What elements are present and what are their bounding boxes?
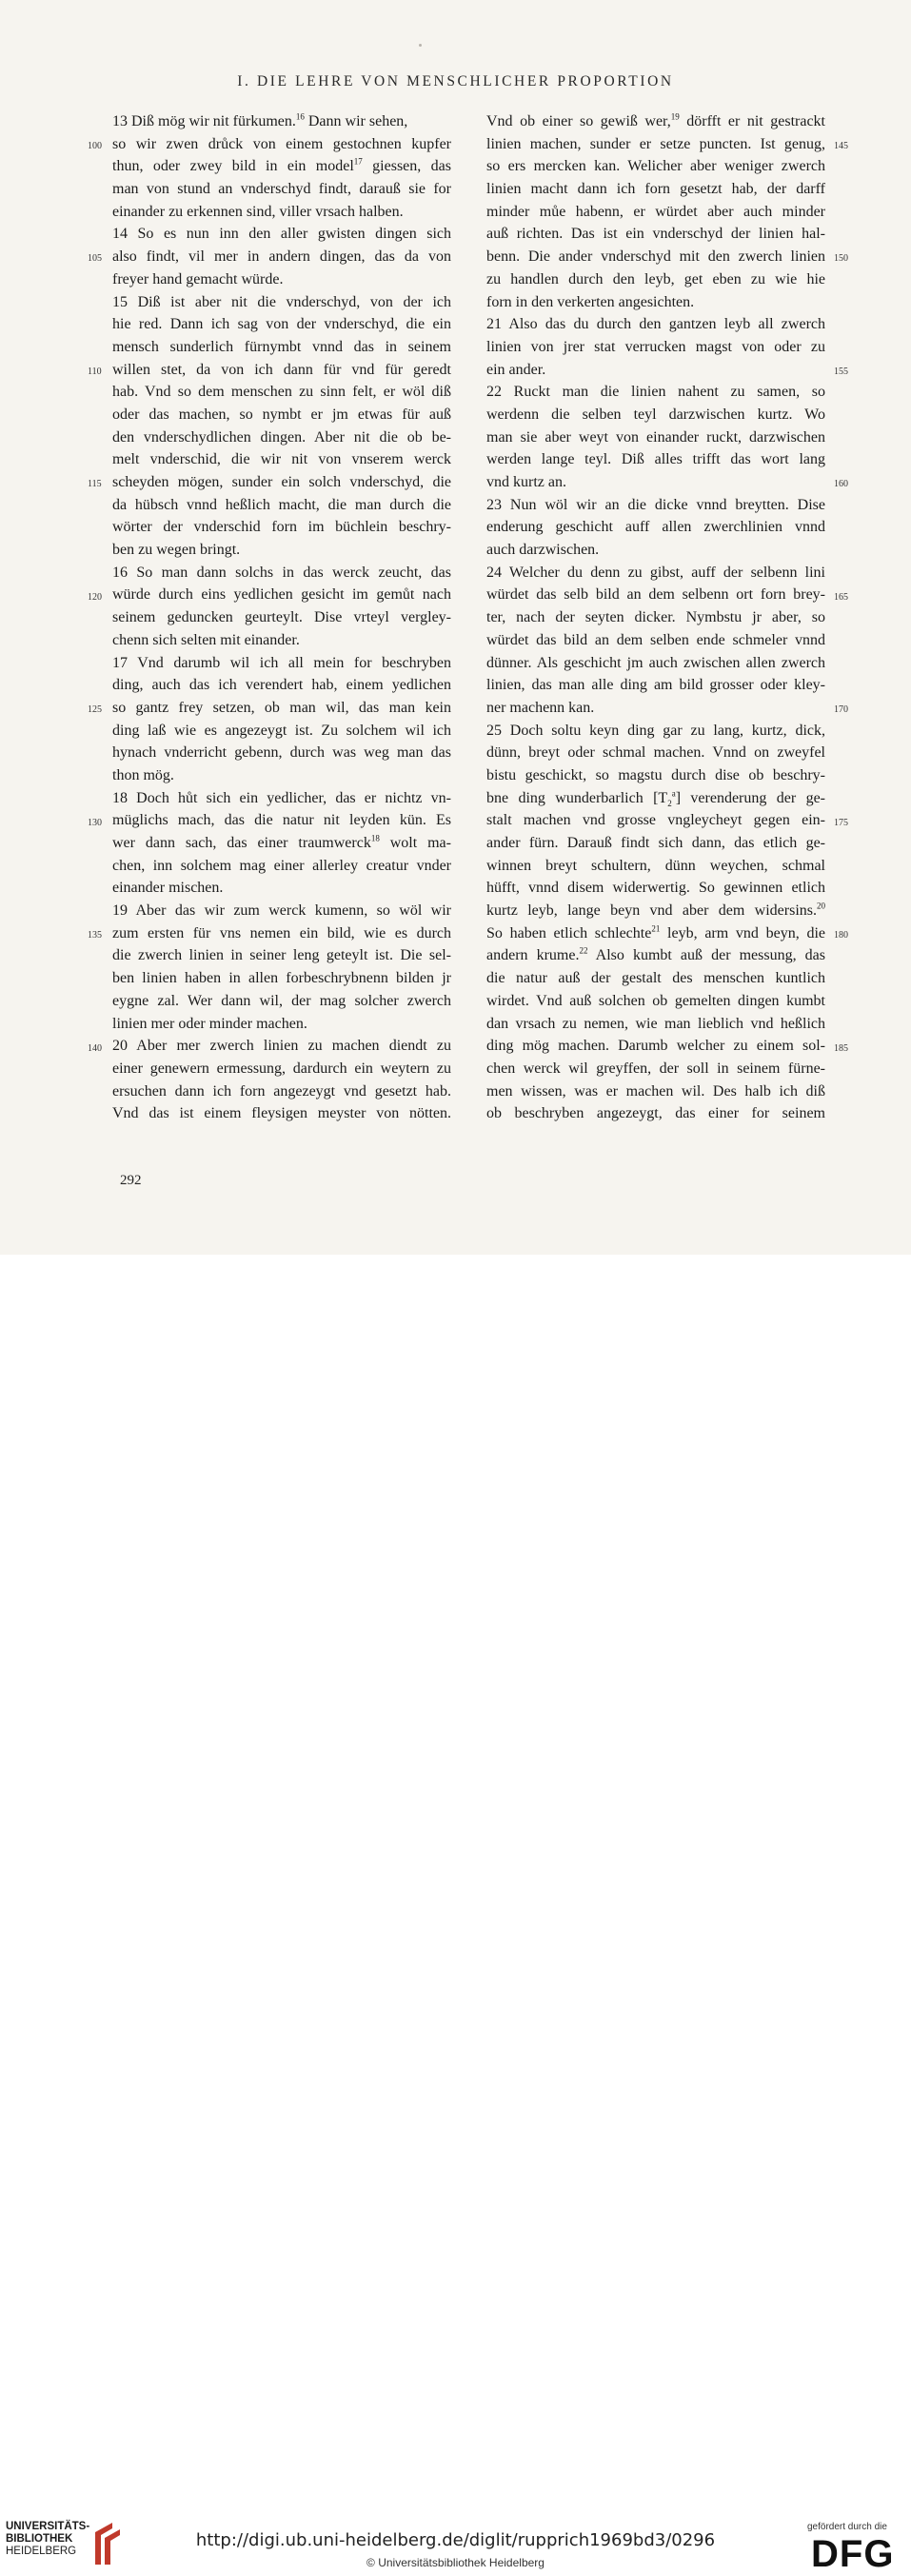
text-line: 25 Doch soltu keyn ding gar zu lang, kurtz, dick,: [486, 722, 825, 739]
line-number: 170: [834, 704, 848, 716]
text-line: thon mög.: [112, 766, 174, 783]
text-line: ner machenn kan.: [486, 699, 595, 716]
text-line: Vnd ob einer so gewiß wer,$^{19}$ dörfft er nit gestrackt: [486, 111, 825, 129]
text-line: müglichs mach, das die natur nit leyden kün. Es: [112, 812, 451, 829]
text-line: zu handlen durch den leyb, get eben zu wie hie: [486, 270, 825, 287]
text-line: 13 Diß mög wir nit fürkumen.$^{16}$ Dann wir sehen,: [112, 111, 408, 129]
text-line: forn in den verkerten angesichten.: [486, 293, 695, 310]
line-number: 120: [88, 591, 102, 603]
text-line: würde durch eins yedlichen gesicht im gemůt nach: [112, 586, 451, 604]
text-line: so gantz frey setzen, ob man wil, das man kein: [112, 699, 451, 716]
text-line: chen, inn solchem mag einer allerley creatur vnder: [112, 857, 451, 874]
text-line: wirdet. Vnd auß solchen ob gemelten dingen kumbt: [486, 992, 825, 1009]
line-number: 100: [88, 140, 102, 151]
text-line: freyer hand gemacht würde.: [112, 270, 284, 287]
text-line: da hübsch vnnd heßlich macht, die man durch die: [112, 496, 451, 513]
text-line: hynach vnderricht gebenn, durch was weg man das: [112, 744, 451, 762]
text-line: dan vrsach zu nemen, wie man lieblich vnd heßlich: [486, 1015, 825, 1032]
text-line: eygne zal. Wer dann wil, der mag solcher zwerch: [112, 992, 451, 1009]
text-line: dünner. Als geschicht jm auch zwischen allen zwerch: [486, 654, 825, 671]
line-number: 165: [834, 591, 848, 603]
text-line: hie red. Dann ich sag von der vnderschyd, die ein: [112, 316, 451, 333]
text-line: einander zu erkennen sind, viller vrsach halben.: [112, 203, 404, 220]
text-line: 17 Vnd darumb wil ich all mein for beschryben: [112, 654, 451, 671]
text-line: thun, oder zwey bild in ein model$^{17}$ giessen, das: [112, 157, 451, 175]
text-line: 21 Also das du durch den gantzen leyb all zwerch: [486, 316, 825, 333]
text-line: so ers mercken kan. Welicher aber weniger zwerch: [486, 158, 825, 175]
text-line: stalt machen vnd grosse vngleycheyt gegen ein-: [486, 812, 825, 829]
text-line: andern krume.$^{22}$ Also kumbt auß der messung, das: [486, 946, 826, 964]
permalink-url[interactable]: http://digi.ub.uni-heidelberg.de/diglit/rupprich1969bd3/0296: [195, 2530, 716, 2550]
text-line: ding mög machen. Darumb welcher zu einem sol-: [486, 1038, 825, 1055]
text-line: 18 Doch hůt sich ein yedlicher, das er nichtz vn-: [112, 789, 451, 806]
text-line: auch darzwischen.: [486, 542, 600, 559]
text-line: auß richten. Das ist ein vnderschyd der linien hal-: [486, 226, 825, 243]
text-line: ding, auch das ich verendert hab, einem yedlichen: [112, 677, 451, 694]
text-line: die natur auß der gestalt des menschen kuntlich: [486, 970, 825, 987]
text-line: ding laß wie es angezeygt ist. Zu solchem wil ich: [112, 722, 451, 739]
line-number: 175: [834, 817, 848, 828]
text-line: kurtz leyb, lange beyn vnd aber dem widersins.$^{20}$: [486, 901, 825, 920]
text-line: vnd kurtz an.: [486, 474, 566, 490]
text-line: man sie aber weyt von einander ruckt, darzwischen: [486, 428, 825, 446]
book-page: [0, 0, 911, 1255]
text-line: ter, nach der seyten dicker. Nymbstu jr aber, so: [486, 609, 825, 626]
text-line: 19 Aber das wir zum werck kumenn, so wöl wir: [112, 902, 451, 920]
page-number: 292: [120, 1173, 142, 1188]
text-line: würdet das bild an dem selben ende schmeler vnnd: [486, 631, 825, 648]
page-speck: [419, 44, 422, 47]
text-line: Vnd das ist einem fleysigen meyster von nötten.: [112, 1105, 451, 1122]
text-line: oder das machen, so nymbt er jm etwas für auß: [112, 406, 451, 423]
text-line: ersuchen dann ich forn angezeygt vnd gesetzt hab.: [112, 1082, 451, 1100]
text-line: 24 Welcher du denn zu gibst, auff der selbenn lini: [486, 564, 825, 581]
text-line: scheyden mögen, sunder ein solch vnderschyd, die: [112, 474, 451, 490]
text-line: 14 So es nun inn den aller gwisten dingen sich: [112, 226, 451, 243]
line-number: 105: [88, 253, 102, 265]
text-line: also findt, vil mer in andern dingen, das da von: [112, 248, 451, 266]
text-line: so wir zwen drůck von einem gestochnen kupfer: [112, 135, 451, 152]
text-line: 22 Ruckt man die linien nahent zu samen, so: [486, 384, 825, 401]
text-line: seinem geduncken geurteylt. Dise vrteyl vergley-: [112, 609, 451, 626]
text-line: den vnderschydlichen dingen. Aber nit die ob be-: [112, 428, 451, 446]
text-line: chenn sich selten mit einander.: [112, 631, 300, 648]
text-line: zum ersten für vns nemen ein bild, wie es durch: [112, 924, 451, 941]
text-line: ander fürn. Darauß findt sich dann, das etlich ge-: [486, 835, 825, 851]
text-line: hüfft, vnnd disem widerwertig. So gewinnen etlich: [486, 880, 825, 897]
text-line: werdenn die selben teyl darzwischen kurtz. Wo: [486, 406, 825, 423]
line-number: 180: [834, 930, 848, 941]
text-line: benn. Die ander vnderschyd mit den zwerch linien: [486, 248, 825, 266]
text-line: ben zu wegen bringt.: [112, 542, 241, 559]
text-line: linien machen, sunder er setze puncten. Ist genug,: [486, 135, 825, 152]
text-line: man von stund an vnderschyd findt, darauß sie for: [112, 181, 451, 198]
text-line: winnen breyt schultern, dünn weychen, schmal: [486, 857, 825, 874]
library-name-line-2: BIBLIOTHEK: [6, 2533, 73, 2545]
line-number: 140: [88, 1042, 102, 1054]
text-line: mensch sunderlich fürnymbt vnnd das in seinem: [112, 338, 451, 355]
line-number: 115: [88, 479, 102, 490]
right-text-column: [486, 110, 825, 1125]
text-line: ein ander.: [486, 361, 546, 378]
text-line: linien, das man alle ding am bild grosser oder kley-: [486, 677, 825, 694]
text-line: linien mer oder minder machen.: [112, 1015, 307, 1032]
text-line: hab. Vnd so dem menschen zu sinn felt, er wöl diß: [112, 384, 451, 401]
text-line: bistu geschickt, so magstu durch dise ob beschry-: [486, 766, 825, 783]
text-line: So haben etlich schlechte$^{21}$ leyb, arm vnd beyn, die: [486, 923, 825, 941]
line-number: 160: [834, 479, 848, 490]
text-line: linien macht dann ich forn gesetzt hab, der darff: [486, 181, 825, 198]
text-line: ben linien haben in allen forbeschrybnenn bilden jr: [112, 970, 451, 987]
line-number: 185: [834, 1042, 848, 1054]
text-line: chen werck wil greyffen, der soll in seinem fürne-: [486, 1060, 825, 1077]
dfg-logo: DFG: [811, 2533, 895, 2575]
text-line: willen stet, da von ich dann für vnd für geredt: [112, 361, 451, 378]
viewer-footer: [0, 1255, 911, 2575]
text-line: bne ding wunderbarlich $[T_2^a]$ verenderung der ge-: [486, 788, 825, 808]
text-line: werden lange teyl. Diß alles trifft das wort lang: [486, 451, 825, 468]
text-line: 20 Aber mer zwerch linien zu machen diendt zu: [112, 1038, 451, 1055]
line-number: 130: [88, 817, 102, 828]
text-line: men wissen, was er machen wil. Des halb ich diß: [486, 1082, 825, 1100]
copyright-notice: © Universitätsbibliothek Heidelberg: [366, 2556, 545, 2569]
line-number: 155: [834, 366, 848, 377]
text-line: linien von jrer stat verrucken magst von oder zu: [486, 338, 825, 355]
line-number: 135: [88, 930, 102, 941]
library-name-line-1: UNIVERSITÄTS-: [6, 2521, 90, 2532]
text-line: 15 Diß ist aber nit die vnderschyd, von der ich: [112, 293, 451, 310]
line-number: 110: [88, 366, 102, 377]
line-number: 125: [88, 704, 102, 716]
running-head: I. DIE LEHRE VON MENSCHLICHER PROPORTION: [237, 73, 674, 89]
text-line: würdet das selb bild an dem selbenn ort forn brey-: [486, 586, 825, 604]
text-line: ob beschryben angezeygt, das einer for seinem: [486, 1105, 825, 1122]
text-line: melt vnderschid, die wir nit von vnserem werck: [112, 451, 451, 468]
funding-caption: gefördert durch die: [807, 2522, 887, 2532]
line-number: 150: [834, 253, 848, 265]
text-line: einander mischen.: [112, 880, 224, 897]
text-line: wer dann sach, das einer traumwerck$^{18}$ wolt ma-: [112, 833, 451, 851]
text-line: wörter der vnderschid forn im büchlein beschry-: [112, 519, 451, 536]
text-line: 23 Nun wöl wir an die dicke vnnd breytten. Dise: [486, 496, 825, 513]
text-line: 16 So man dann solchs in das werck zeucht, das: [112, 564, 451, 581]
left-text-column: [112, 110, 451, 1125]
line-number: 145: [834, 140, 848, 151]
library-name-line-3: HEIDELBERG: [6, 2546, 77, 2557]
text-line: enderung geschicht auff allen zwerchlinien vnnd: [486, 519, 825, 536]
text-line: die zwerch linien in seiner leng geteylt ist. Die sel-: [112, 947, 451, 964]
text-line: einer genewern ermessung, dardurch ein weytern zu: [112, 1060, 451, 1077]
text-line: dünn, breyt oder schmal machen. Vnnd on zweyfel: [486, 744, 825, 762]
text-line: minder můe habenn, er würdet aber auch minder: [486, 203, 825, 220]
